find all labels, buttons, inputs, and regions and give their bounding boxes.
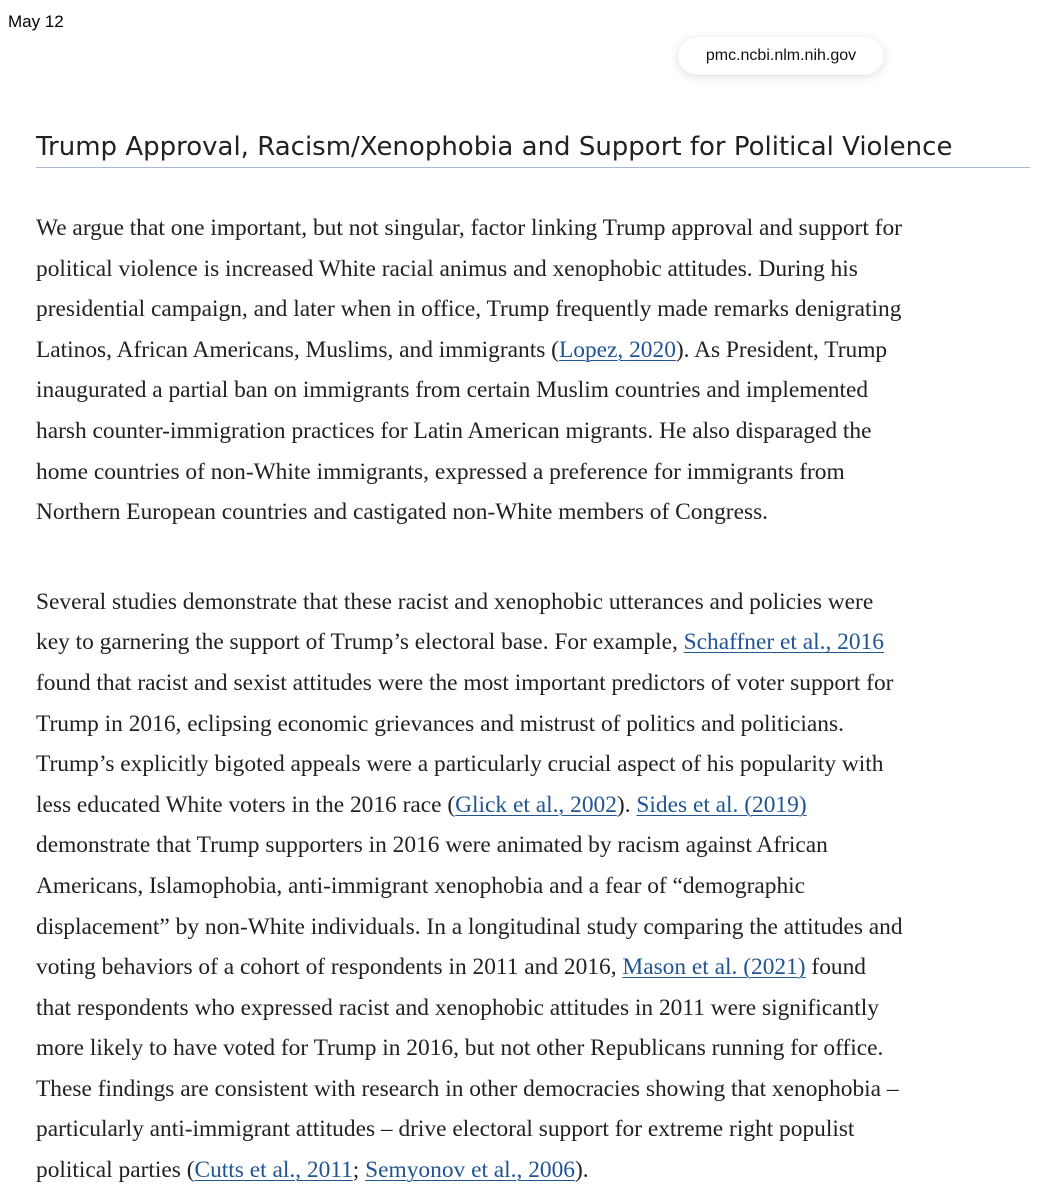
text-line: political violence is increased White racial animus and xenophobic attitudes. During his <box>36 255 858 282</box>
text-span: ; <box>352 1157 366 1184</box>
text-line <box>36 947 1030 988</box>
text-span: found <box>805 954 866 981</box>
text-line: displacement” by non-White individuals. In a longitudinal study comparing the attitudes and <box>36 913 903 940</box>
paragraph-2 <box>36 582 1030 1191</box>
text-line <box>36 785 1030 826</box>
text-line: We argue that one important, but not singular, factor linking Trump approval and support for <box>36 215 902 241</box>
article-section <box>36 128 1030 1191</box>
text-line <box>36 330 1030 371</box>
text-line: more likely to have voted for Trump in 2016, but not other Republicans running for office. <box>36 1035 884 1062</box>
ref-link-sides-2019[interactable]: Sides et al. (2019) <box>636 791 807 818</box>
text-line: particularly anti-immigrant attitudes – drive electoral support for extreme right populist <box>36 1116 855 1143</box>
text-line: that respondents who expressed racist and xenophobic attitudes in 2011 were significantly <box>36 994 879 1021</box>
ref-link-semyonov-2006[interactable]: Semyonov et al., 2006 <box>365 1157 575 1184</box>
text-line: Americans, Islamophobia, anti-immigrant xenophobia and a fear of “demographic <box>36 872 806 899</box>
url-bar[interactable] <box>678 37 884 75</box>
status-bar-date: May 12 <box>8 12 64 31</box>
text-span: ). As President, Trump <box>675 336 888 363</box>
url-text: pmc.ncbi.nlm.nih.gov <box>705 47 857 64</box>
text-line: presidential campaign, and later when in office, Trump frequently made remarks denigrating <box>36 296 902 323</box>
text-line: harsh counter-immigration practices for Latin American migrants. He also disparaged the <box>36 417 872 444</box>
text-line: found that racist and sexist attitudes were the most important predictors of voter support for <box>36 669 894 696</box>
text-line: Trump’s explicitly bigoted appeals were a particularly crucial aspect of his popularity with <box>36 751 884 778</box>
text-span: less educated White voters in the 2016 race ( <box>36 791 456 818</box>
text-span: ). <box>575 1157 589 1184</box>
ref-link-mason-2021[interactable]: Mason et al. (2021) <box>622 954 806 981</box>
ref-link-cutts-2011[interactable]: Cutts et al., 2011 <box>194 1157 353 1184</box>
section-title: Trump Approval, Racism/Xenophobia and Support for Political Violence <box>36 128 1030 168</box>
ref-link-lopez-2020[interactable]: Lopez, 2020 <box>558 336 676 363</box>
text-span: political parties ( <box>36 1157 195 1184</box>
text-line: inaugurated a partial ban on immigrants from certain Muslim countries and implemented <box>36 377 869 404</box>
text-line: Trump in 2016, eclipsing economic grievances and mistrust of politics and politicians. <box>36 710 844 737</box>
text-line: demonstrate that Trump supporters in 2016 were animated by racism against African <box>36 832 828 859</box>
text-line: Several studies demonstrate that these racist and xenophobic utterances and policies were <box>36 588 874 615</box>
text-span: Latinos, African Americans, Muslims, and immigrants ( <box>36 336 559 363</box>
text-span: voting behaviors of a cohort of respondents in 2011 and 2016, <box>36 954 623 981</box>
ref-link-schaffner-2016[interactable]: Schaffner et al., 2016 <box>683 629 884 656</box>
ref-link-glick-2002[interactable]: Glick et al., 2002 <box>455 791 617 818</box>
text-line: Northern European countries and castigated non-White members of Congress. <box>36 499 769 526</box>
text-line: These findings are consistent with research in other democracies showing that xenophobia – <box>36 1075 899 1102</box>
text-line: home countries of non-White immigrants, expressed a preference for immigrants from <box>36 458 845 485</box>
text-line <box>36 622 1030 663</box>
text-span: ). <box>616 791 637 818</box>
paragraph-1 <box>36 208 1030 533</box>
text-span: key to garnering the support of Trump’s electoral base. For example, <box>36 629 684 656</box>
text-line <box>36 1150 1030 1191</box>
